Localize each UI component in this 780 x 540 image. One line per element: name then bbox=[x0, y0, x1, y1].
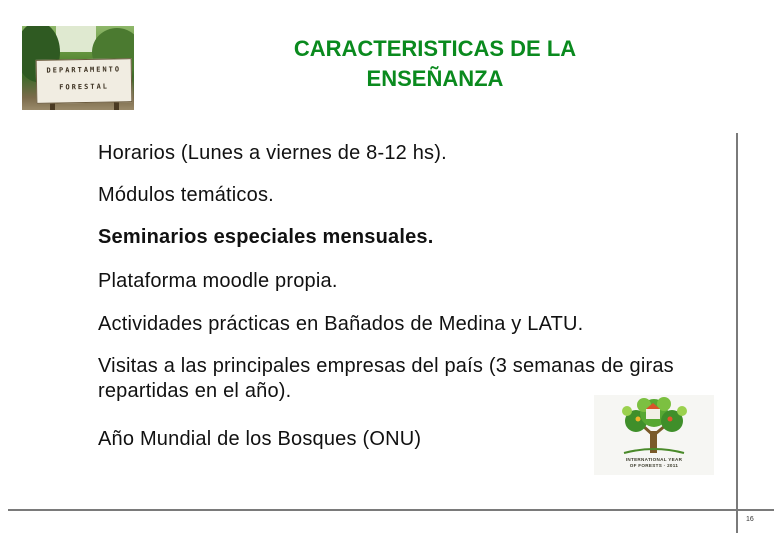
photo-sign-line1: DEPARTAMENTO bbox=[46, 65, 122, 75]
bullet-item: Actividades prácticas en Bañados de Medina y LATU. bbox=[98, 313, 584, 335]
page-number: 16 bbox=[746, 516, 754, 523]
international-year-of-forests-logo bbox=[594, 395, 714, 475]
bullet-item: Plataforma moodle propia. bbox=[98, 270, 338, 292]
vertical-divider bbox=[736, 133, 738, 533]
slide-title-line2: ENSEÑANZA bbox=[366, 66, 504, 91]
slide-title bbox=[225, 34, 645, 94]
logo-caption-line2: OF FORESTS · 2011 bbox=[629, 463, 679, 468]
photo-sign bbox=[36, 58, 133, 104]
forest-tree-icon bbox=[594, 395, 714, 457]
bullet-item: Módulos temáticos. bbox=[98, 184, 274, 206]
bullet-item: Visitas a las principales empresas del país (3 semanas de giras repartidas en el año). bbox=[98, 355, 674, 402]
photo-sign-line2: FORESTAL bbox=[59, 82, 110, 92]
slide-title-line1: CARACTERISTICAS DE LA bbox=[293, 36, 577, 61]
photo-sky bbox=[56, 26, 96, 52]
bullet-item: Seminarios especiales mensuales. bbox=[98, 226, 434, 248]
logo-caption bbox=[594, 457, 714, 469]
forestry-department-photo bbox=[22, 26, 134, 110]
horizontal-divider bbox=[8, 509, 774, 511]
logo-caption-line1: INTERNATIONAL YEAR bbox=[625, 457, 683, 462]
bullet-item: Horarios (Lunes a viernes de 8-12 hs). bbox=[98, 142, 447, 164]
bullet-item: Año Mundial de los Bosques (ONU) bbox=[98, 428, 422, 450]
